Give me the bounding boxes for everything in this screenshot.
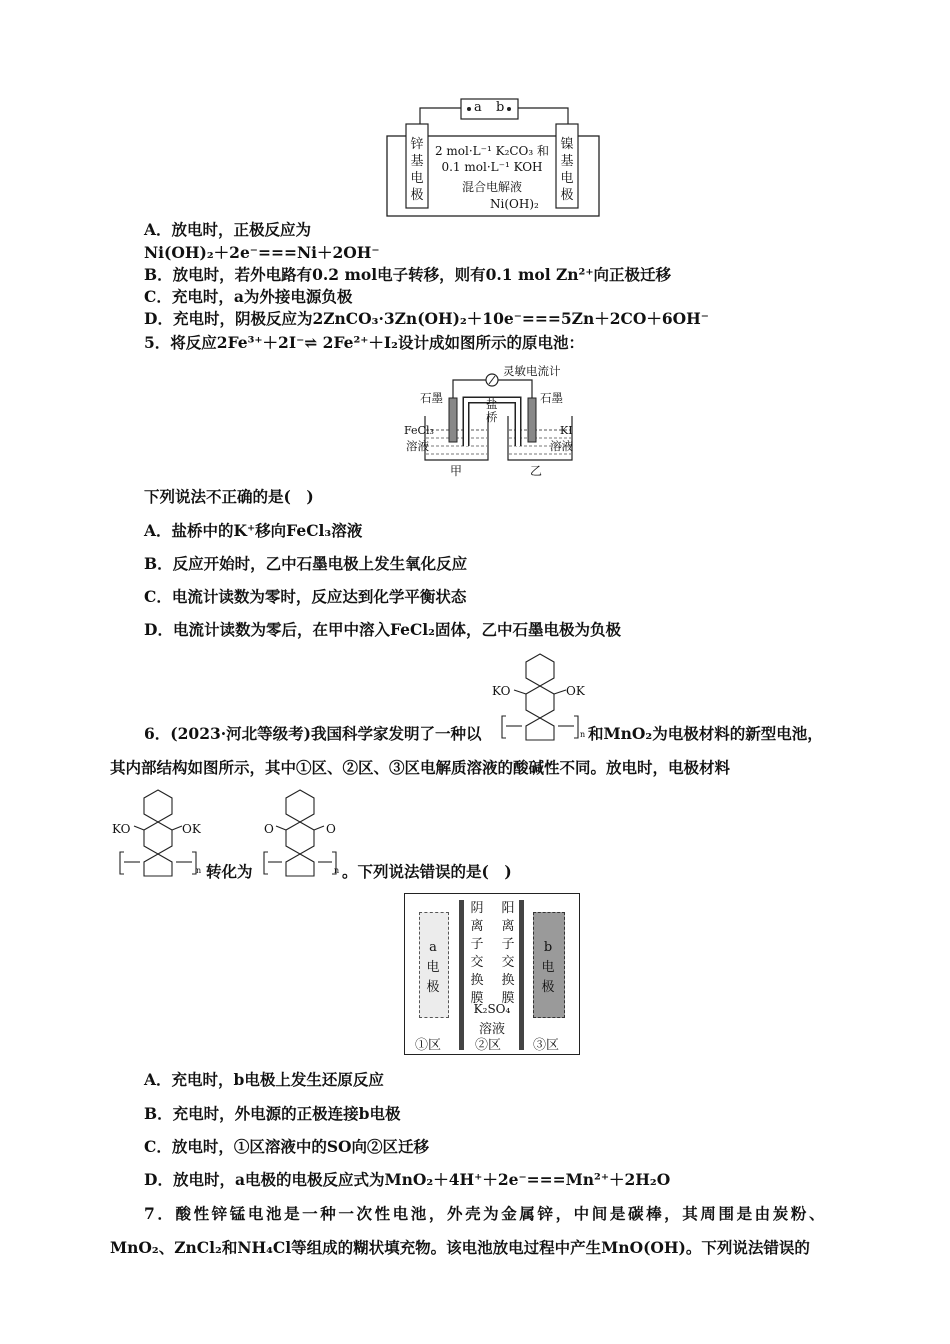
polymer-structure-2 bbox=[112, 786, 204, 878]
electrolyte-line-3: 混合电解液 bbox=[461, 180, 522, 194]
q6-option-a: A．充电时，b电极上发生还原反应 bbox=[144, 1070, 384, 1089]
salt-bridge-label: 盐桥 bbox=[486, 397, 498, 424]
electrolyte-line-2: 0.1 mol·L⁻¹ KOH bbox=[441, 160, 543, 174]
b-electrode-label: b电极 bbox=[541, 940, 555, 995]
graphite-left-label: 石墨 bbox=[420, 391, 443, 405]
a-electrode-label: a电极 bbox=[426, 940, 440, 995]
polymer-structure-3 bbox=[260, 786, 340, 878]
struct3-o-left: O bbox=[264, 822, 274, 836]
cation-membrane-label: 阳离子交换膜 bbox=[501, 901, 515, 1006]
q5-option-a: A．盐桥中的K⁺移向FeCl₃溶液 bbox=[144, 521, 363, 540]
product-label: Ni(OH)₂ bbox=[490, 197, 539, 211]
ki-solution-label: 溶液 bbox=[550, 439, 573, 453]
zinc-electrode-label: 锌基电极 bbox=[410, 137, 424, 203]
galvanic-cell-diagram bbox=[400, 360, 580, 480]
q4-option-c: C．充电时，a为外接电源负极 bbox=[144, 287, 353, 306]
zone-3-label: ③区 bbox=[533, 1038, 560, 1053]
terminal-b: b bbox=[496, 100, 505, 115]
beaker-jia-label: 甲 bbox=[450, 464, 463, 478]
q4-option-d: D．充电时，阴极反应为2ZnCO₃·3Zn(OH)₂＋10e⁻===5Zn＋2CO＋6OH⁻ bbox=[144, 309, 709, 328]
struct3-o-right: O bbox=[326, 822, 336, 836]
cation-membrane bbox=[519, 900, 524, 1050]
q5-option-c: C．电流计读数为零时，反应达到化学平衡状态 bbox=[144, 587, 467, 606]
struct2-ok: OK bbox=[182, 822, 201, 836]
zone-2-label: ②区 bbox=[475, 1038, 502, 1053]
q6-transform-text: 转化为 bbox=[206, 862, 253, 881]
struct1-ok: OK bbox=[566, 684, 585, 698]
membrane-cell-diagram bbox=[404, 893, 580, 1055]
graphite-right-label: 石墨 bbox=[540, 391, 563, 405]
q6-line2: 其内部结构如图所示，其中①区、②区、③区电解质溶液的酸碱性不同。放电时，电极材料 bbox=[110, 758, 731, 777]
q6-option-b: B．充电时，外电源的正极连接b电极 bbox=[144, 1104, 401, 1123]
q6-option-c: C．放电时，①区溶液中的SO向②区迁移 bbox=[144, 1137, 430, 1156]
middle-solution-formula: K₂SO₄ bbox=[473, 1002, 511, 1016]
q6-line1-prefix: 6．(2023·河北等级考)我国科学家发明了一种以 bbox=[144, 724, 482, 743]
zone-1-label: ①区 bbox=[415, 1038, 442, 1053]
fecl3-label: FeCl₃ bbox=[404, 424, 434, 437]
terminal-a: a bbox=[474, 100, 482, 115]
q7-line2: MnO₂、ZnCl₂和NH₄Cl等组成的糊状填充物。该电池放电过程中产生MnO(OH)。下列说法错误的 bbox=[110, 1238, 810, 1257]
meter-label: 灵敏电流计 bbox=[503, 364, 561, 378]
anion-membrane bbox=[459, 900, 464, 1050]
q4-option-b: B．放电时，若外电路有0.2 mol电子转移，则有0.1 mol Zn²⁺向正极迁移 bbox=[144, 265, 672, 284]
q7-line1: 7．酸性锌锰电池是一种一次性电池，外壳为金属锌，中间是碳棒，其周围是由炭粉、 bbox=[144, 1204, 828, 1223]
q6-question: 。下列说法错误的是( ) bbox=[342, 862, 512, 881]
electrolyte-line-1: 2 mol·L⁻¹ K₂CO₃ 和 bbox=[434, 144, 550, 158]
battery-diagram bbox=[386, 98, 602, 218]
q5-option-d: D．电流计读数为零后，在甲中溶入FeCl₂固体，乙中石墨电极为负极 bbox=[144, 620, 621, 639]
struct2-ko: KO bbox=[112, 822, 131, 836]
q5-stem: 5．将反应2Fe³⁺＋2I⁻⇌ 2Fe²⁺＋I₂设计成如图所示的原电池： bbox=[144, 333, 584, 352]
ki-label: KI bbox=[560, 424, 573, 437]
q6-option-d: D．放电时，a电极的电极反应式为MnO₂＋4H⁺＋2e⁻===Mn²⁺＋2H₂O bbox=[144, 1170, 671, 1189]
q4-option-a-equation: Ni(OH)₂＋2e⁻===Ni＋2OH⁻ bbox=[144, 243, 380, 262]
middle-solution-label: 溶液 bbox=[478, 1022, 505, 1037]
beaker-yi-label: 乙 bbox=[530, 464, 543, 478]
struct3-n: n bbox=[334, 866, 340, 875]
anion-membrane-label: 阴离子交换膜 bbox=[470, 901, 484, 1006]
struct2-n: n bbox=[196, 866, 202, 875]
q5-question: 下列说法不正确的是( ) bbox=[144, 487, 314, 506]
fecl3-solution-label: 溶液 bbox=[406, 439, 429, 453]
q4-option-a: A．放电时，正极反应为 bbox=[144, 220, 312, 239]
q5-option-b: B．反应开始时，乙中石墨电极上发生氧化反应 bbox=[144, 554, 468, 573]
struct1-n: n bbox=[580, 730, 586, 739]
q6-line1-suffix: 和MnO₂为电极材料的新型电池， bbox=[588, 724, 823, 743]
struct1-ko: KO bbox=[492, 684, 511, 698]
polymer-structure-1 bbox=[492, 650, 588, 742]
nickel-electrode-label: 镍基电极 bbox=[560, 137, 574, 203]
